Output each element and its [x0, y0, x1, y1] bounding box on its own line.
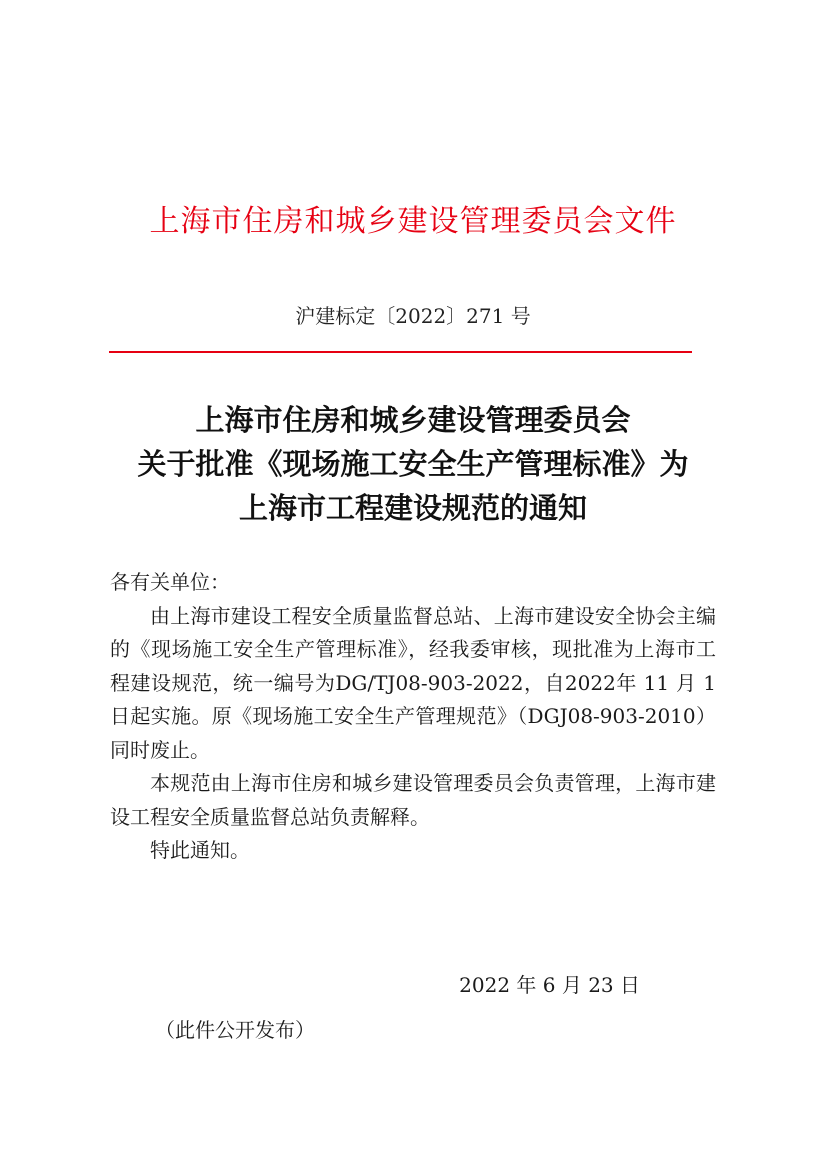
salutation: 各有关单位： — [110, 570, 230, 594]
notice-body — [110, 566, 716, 868]
notice-title — [0, 398, 826, 530]
issuer-title: 上海市住房和城乡建设管理委员会文件 — [149, 204, 677, 239]
body-paragraph-approval: 由上海市建设工程安全质量监督总站、上海市建设安全协会主编的《现场施工安全生产管理标准》，经我委审核，现批准为上海市工程建设规范，统一编号为DG/TJ08-903-2022，自2022年 11 月 1 日起实施。原《现场施工安全生产管理规范》（DGJ08-903-2010）同时废止。 — [110, 603, 716, 762]
notice-title-line-3: 上海市工程建设规范的通知 — [238, 491, 587, 525]
body-paragraph-closing: 特此通知。 — [150, 838, 250, 862]
issue-date: 2022 年 6 月 23 日 — [459, 973, 640, 997]
red-divider-line — [109, 351, 692, 353]
document-number: 沪建标定〔2022〕271 号 — [295, 304, 531, 328]
notice-title-line-2: 关于批准《现场施工安全生产管理标准》为 — [137, 447, 689, 481]
notice-title-line-1: 上海市住房和城乡建设管理委员会 — [195, 403, 631, 437]
publish-note: （此件公开发布） — [155, 1018, 315, 1042]
body-paragraph-responsibility: 本规范由上海市住房和城乡建设管理委员会负责管理，上海市建设工程安全质量监督总站负责解释。 — [110, 771, 716, 829]
